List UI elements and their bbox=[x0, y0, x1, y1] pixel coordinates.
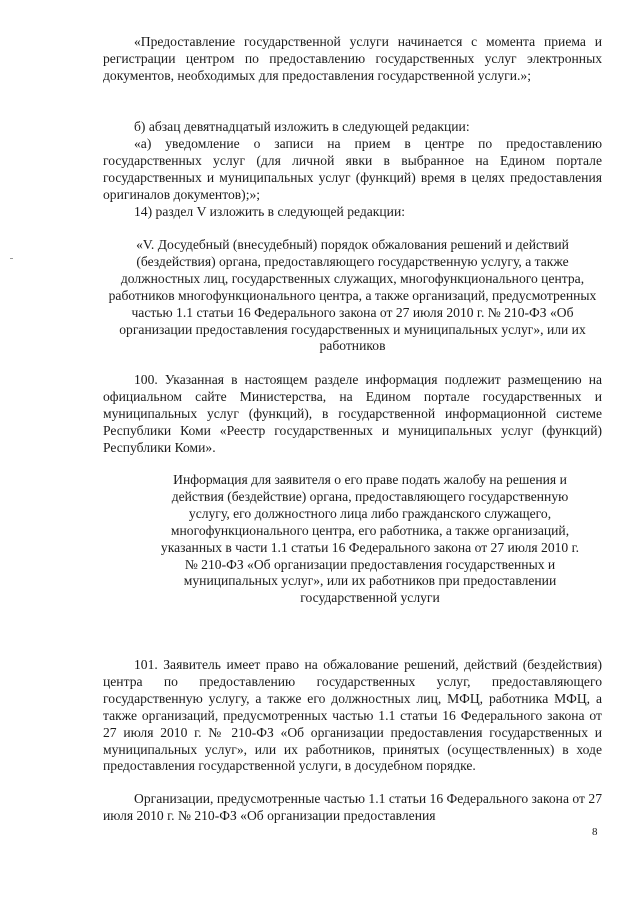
complaint-info-subheading: Информация для заявителя о его праве подать жалобу на решения и действия (бездействие) органа, предоставляющего государственную услугу, его должностного лица либо гражданского служащего, многофункционального центра, его работника, а также организаций, указанных в части 1.1 статьи 16 Федерального закона от 27 июля 2010 г. № 210-ФЗ «Об организации предоставления государственных и муниципальных услуг», или их работников при предоставлении государственной услуги bbox=[160, 472, 580, 606]
paragraph-101: 101. Заявитель имеет право на обжалование решений, действий (бездействия) центра по предоставлению государственных услуг, предоставляющего государственную услугу, а также его должностных лиц, МФЦ, работника МФЦ, а также организаций, предусмотренных частью 1.1 статьи 16 Федерального закона от 27 июля 2010 г. № 210-ФЗ «Об организации предоставления государственных и муниципальных услуг», или их работников, принятых (осуществленных) в ходе предоставления государственной услуги, в досудебном порядке. bbox=[103, 657, 602, 774]
paragraph-item-b: б) абзац девятнадцатый изложить в следующей редакции: bbox=[134, 119, 470, 134]
paragraph-item-14: 14) раздел V изложить в следующей редакции: bbox=[134, 204, 406, 219]
paragraph-100: 100. Указанная в настоящем разделе информация подлежит размещению на официальном сайте Министерства, на Едином портале государственных и муниципальных услуг (функций), в государственной информационной системе Республики Коми «Реестр государственных и муниципальных услуг (функций) Республики Коми». bbox=[103, 372, 602, 455]
paragraph-service-start: «Предоставление государственной услуги начинается с момента приема и регистрации центром по предоставлению государственных услуг электронных документов, необходимых для предоставления государственной услуги.»; bbox=[103, 34, 602, 83]
section-v-heading: «V. Досудебный (внесудебный) порядок обжалования решений и действий (бездействия) органа, предоставляющего государственную услугу, а также должностных лиц, государственных служащих, многофункционального центра, работников многофункционального центра, а также организаций, предусмотренных частью 1.1 статьи 16 Федерального закона от 27 июля 2010 г. № 210-ФЗ «Об организации предоставления государственных и муниципальных услуг», или их работников bbox=[108, 237, 597, 354]
paragraph-organizations: Организации, предусмотренные частью 1.1 статьи 16 Федерального закона от 27 июля 2010 г. № 210-ФЗ «Об организации предоставления bbox=[103, 791, 602, 823]
margin-mark bbox=[10, 258, 13, 259]
paragraph-item-a-notification: «а) уведомление о записи на прием в центре по предоставлению государственных услуг (для личной явки в выбранное на Едином портале государственных и муниципальных услуг (функций) время в целях предоставления оригиналов документов);»; bbox=[103, 136, 602, 202]
page-number: 8 bbox=[592, 826, 598, 838]
